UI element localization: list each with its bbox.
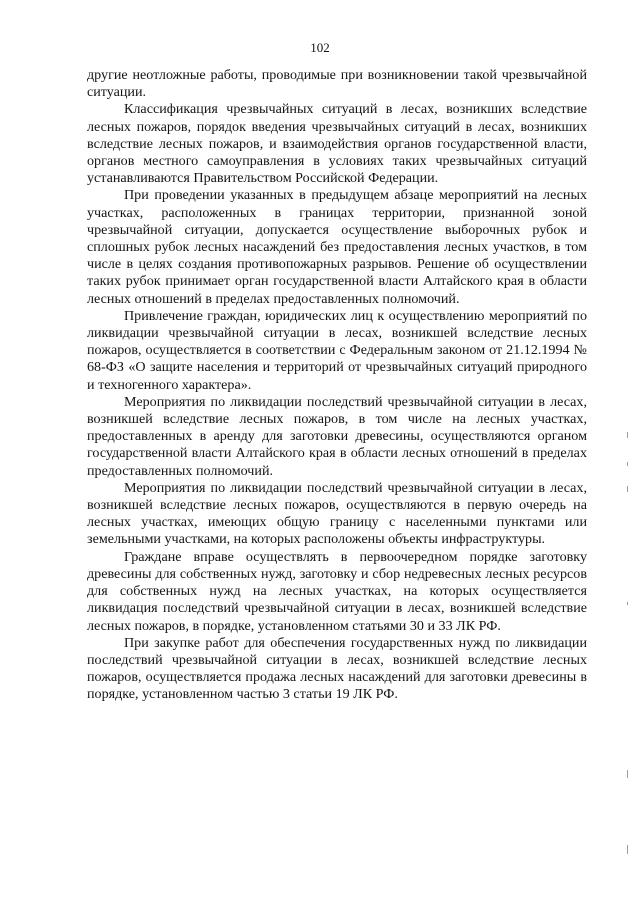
scan-edge-mark xyxy=(627,845,628,854)
paragraph-citizen-involvement: Привлечение граждан, юридических лиц к осуществлению мероприятий по ликвидации чрезвычайной ситуации в лесах, возникшей вследствие лесных пожаров, осуществляется в соответствии с Федеральным законом от 21.12.1994 № 68-ФЗ «О защите населения и территорий от чрезвычайных ситуаций природного и техногенного характера». xyxy=(87,307,587,393)
paragraph-procurement: При закупке работ для обеспечения государственных нужд по ликвидации последствий чрезвычайной ситуации в лесах, возникшей вследствие лесных пожаров, осуществляется продажа лесных насаждений для заготовки древесины в порядке, установленном частью 3 статьи 19 ЛК РФ. xyxy=(87,634,587,703)
document-body xyxy=(87,67,587,704)
page-number: 102 xyxy=(310,40,330,55)
paragraph-consequence-liquidation: Мероприятия по ликвидации последствий чрезвычайной ситуации в лесах, возникшей вследствие лесных пожаров, в том числе на лесных участках, предоставленных в аренду для заготовки древесины, осуществляются органом государственной власти Алтайского края в области лесных отношений в пределах предоставленных полномочий. xyxy=(87,393,587,479)
scan-edge-mark xyxy=(627,432,628,438)
scan-edge-mark xyxy=(627,602,628,605)
paragraph-felling-in-emergency-zone: При проведении указанных в предыдущем абзаце мероприятий на лесных участках, расположенных в границах территории, признанной зоной чрезвычайной ситуации, допускается осуществление выборочных рубок и сплошных рубок лесных насаждений без предоставления лесных участков, в том числе в целях создания противопожарных разрывов. Решение об осуществлении таких рубок принимает орган государственной власти Алтайского края в области лесных отношений в пределах предоставленных полномочий. xyxy=(87,187,587,307)
paragraph-emergency-classification: Классификация чрезвычайных ситуаций в лесах, возникших вследствие лесных пожаров, порядок введения чрезвычайных ситуаций в лесах, возникших вследствие лесных пожаров, и взаимодействия органов государственной власти, органов местного самоуправления в условиях таких чрезвычайных ситуаций устанавливаются Правительством Российской Федерации. xyxy=(87,101,587,187)
scan-edge-mark xyxy=(627,770,628,778)
paragraph-priority-plots: Мероприятия по ликвидации последствий чрезвычайной ситуации в лесах, возникшей вследствие лесных пожаров, осуществляются в первую очередь на лесных участках, имеющих общую границу с населенными пунктами или земельными участками, на которых расположены объекты инфраструктуры. xyxy=(87,479,587,548)
paragraph-citizen-harvesting: Граждане вправе осуществлять в первоочередном порядке заготовку древесины для собственных нужд, заготовку и сбор недревесных лесных ресурсов для собственных нужд на лесных участках, на которых осуществляется ликвидация последствий чрезвычайной ситуации в лесах, возникшей вследствие лесных пожаров, в порядке, установленном статьями 30 и 33 ЛК РФ. xyxy=(87,548,587,634)
scan-edge-mark xyxy=(627,486,628,492)
paragraph-continuation: другие неотложные работы, проводимые при возникновении такой чрезвычайной ситуации. xyxy=(87,67,587,101)
scan-edge-mark xyxy=(627,462,628,466)
